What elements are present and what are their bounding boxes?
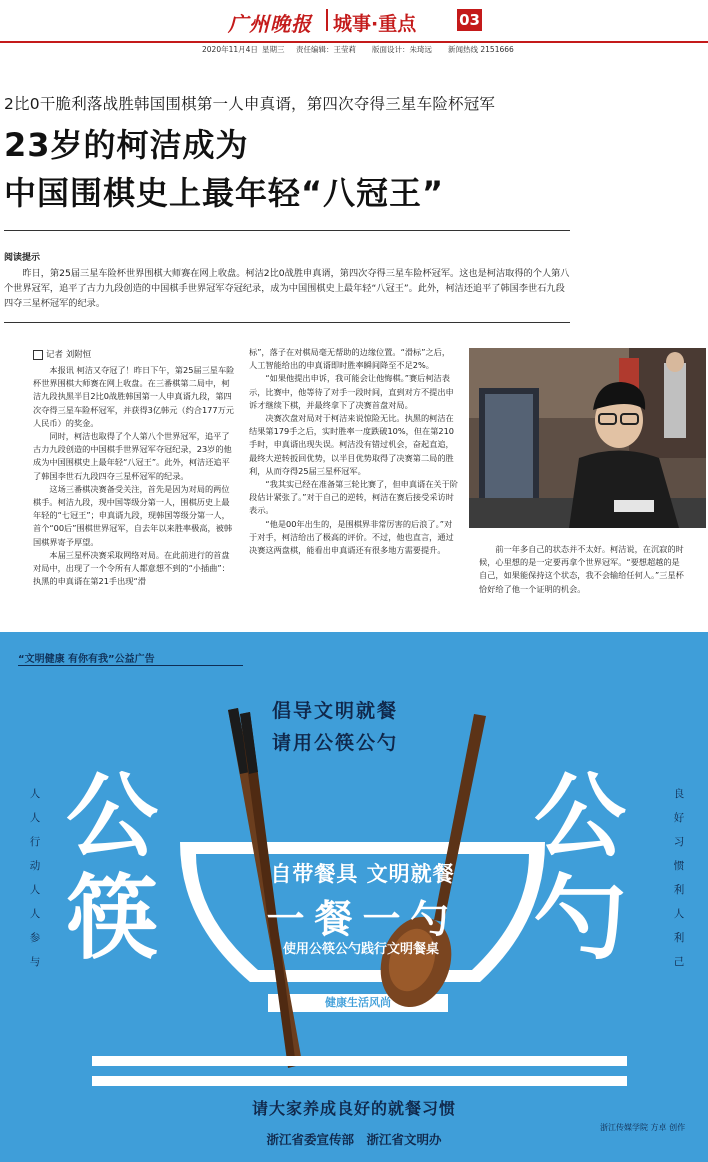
headline-rule [4, 230, 570, 231]
paragraph: 决赛次盘对局对于柯洁来说惊险无比。执黑的柯洁在结果第179手之后，实时胜率一度跌破10%，但在第210手时，申真谞出现失误。柯洁没有错过机会，奋起直追，最终大逆转扳回优势，以半目优势取得了决赛第二局的胜利，从而夺得25届三星杯冠军。 [249, 413, 455, 476]
big-char-kuai: 筷 [66, 864, 159, 972]
big-char-gong-left: 公 [66, 762, 159, 870]
lead-rule [4, 322, 570, 323]
article-subhead: 2比0干脆利落战胜韩国围棋第一人申真谞，第四次夺得三星车险杯冠军 [4, 95, 496, 113]
bowl-text-top: 自带餐具 文明就餐 [270, 862, 455, 886]
ad-bottom-slogan: 请大家养成良好的就餐习惯 [251, 1099, 456, 1118]
ad-credit: 浙江传媒学院 方卓 创作 [600, 1123, 686, 1132]
byline: 记者 刘附恒 [46, 350, 92, 360]
paragraph: 同时，柯洁也取得了个人第八个世界冠军，追平了古力九段创造的中国棋手世界冠军夺冠纪录，23岁的他成为中国围棋史上最年轻“八冠王”。此外，柯洁还追平了韩国李世石九段四夺三星杯冠军的纪录。 [33, 431, 232, 481]
bowl-text-middle: 一餐一勺 [266, 897, 459, 941]
issue-date: 2020年11月4日 [202, 45, 258, 54]
masthead-divider [326, 9, 328, 31]
headline-line-2: 中国围棋史上最年轻“八冠王” [4, 174, 445, 212]
ad-slogan-2: 请用公筷公勺 [272, 732, 399, 754]
headline-line-1: 23岁的柯洁成为 [4, 126, 249, 164]
paragraph: 本届三星杯决赛采取网络对局。在此前进行的首盘对局中，出现了一个令所有人都意想不到的“小插曲”：执黑的申真谞在第21手出现“滑 [33, 549, 230, 587]
ad-sponsors: 浙江省委宣传部 浙江省文明办 [266, 1132, 442, 1147]
ad-slogan-1: 倡导文明就餐 [272, 700, 399, 722]
editor-credit: 责任编辑：王莹莉 [296, 45, 356, 54]
paragraph: “我其实已经在准备第三轮比赛了，但申真谞在关于阶段估计紧张了。”对于自己的逆转，柯洁在赛后接受采访时表示。 [249, 479, 458, 516]
dateline [0, 44, 708, 56]
paragraph: 这场三番棋决赛备受关注，首先是因为对局的两位棋手。柯洁九段，现中国等级分第一人，围棋历史上最年轻的“七冠王”；申真谞九段，现韩国等级分第一人，首个“00后”围棋世界冠军，自去年以来胜率极高，被韩国棋界寄予厚望。 [33, 483, 233, 547]
paragraph: “如果他提出申诉，我可能会让他悔棋。”赛后柯洁表示，比赛中，他等待了对手一段时间，直到对方不提出申诉才继续下棋，并最终拿下了决赛首盘对局。 [249, 373, 454, 410]
big-char-gong-right: 公 [534, 762, 627, 870]
paragraph: 前一年多自己的状态并不太好。柯洁说，在沉寂的时候，心里想的是一定要再拿个世界冠军。“要想超越的是自己，如果能保持这个状态，我不会输给任何人。”三星杯恰好给了他一个证明的机会。 [479, 544, 684, 594]
paragraph: 本报讯 柯洁又夺冠了！昨日下午，第25届三星车险杯世界围棋大师赛在网上收盘。在三番棋第二局中，柯洁九段执黑半目2比0战胜韩国第一人申真谞九段，第四次夺得三星车险杯冠军，并获得3亿韩元（约合177万元人民币）的奖金。 [33, 365, 235, 428]
ad-label-rule [18, 665, 243, 666]
article-column-1 [33, 364, 236, 588]
masthead-rule [0, 41, 708, 43]
lead-text: 昨日，第25届三星车险杯世界围棋大师赛在网上收盘。柯洁2比0战胜申真谞，第四次夺得三星车险杯冠军。这也是柯洁取得的个人第八个世界冠军，追平了古力九段创造的中国棋手世界冠军夺冠纪录，成为中国围棋史上最年轻“八冠王”。此外，柯洁还追平了韩国李世石九段四夺三星杯冠军的纪录。 [4, 268, 570, 309]
designer-credit: 版面设计：朱琦远 [372, 45, 432, 54]
page-number-badge: 03 [457, 9, 482, 31]
big-char-shao: 勺 [534, 864, 627, 972]
lead-title: 阅读提示 [4, 253, 41, 263]
paragraph: 标”，落子在对棋局毫无帮助的边缘位置。“滑标”之后，人工智能给出的申真谞即时胜率瞬间降至不足2%。 [249, 347, 451, 371]
paragraph: “他是00年出生的，是围棋界非常厉害的后浪了。”对于对手，柯洁给出了极高的评价。不过，他也直言，通过决赛这两盘棋，能看出申真谞还有很多地方需要提升。 [249, 518, 454, 556]
issue-weekday: 星期三 [262, 45, 285, 54]
bowl-text-bottom: 使用公筷公勺践行文明餐桌 [282, 942, 439, 957]
bowl-foot-text: 健康生活风尚 [325, 996, 391, 1009]
photo-illustration [469, 348, 706, 528]
left-vertical-text: 人 人 行 动 人 人 参 与 [29, 788, 41, 968]
section-title: 城事·重点 [333, 13, 417, 35]
newspaper-logo: 广州晚报 [228, 12, 312, 36]
byline-marker-icon [33, 350, 43, 360]
ad-label: “文明健康 有你有我”公益广告 [18, 654, 155, 665]
public-service-ad [0, 632, 708, 1162]
right-vertical-text: 良 好 习 惯 利 人 利 己 [673, 788, 685, 968]
article-column-2 [249, 346, 458, 557]
news-hotline: 新闻热线 2151666 [448, 45, 514, 54]
ke-jie-photo [469, 348, 706, 528]
article-column-3 [479, 543, 684, 596]
